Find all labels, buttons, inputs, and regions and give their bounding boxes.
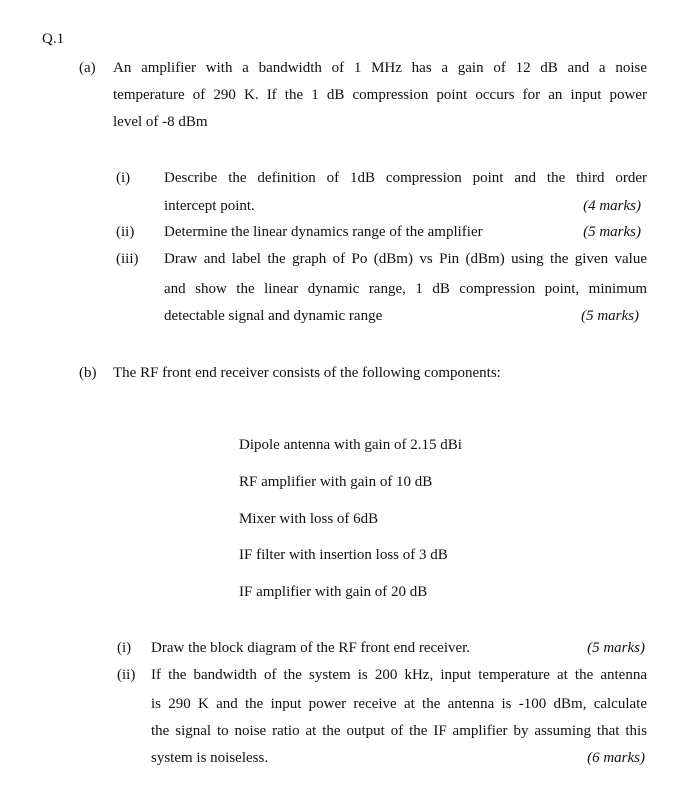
part-b-intro: The RF front end receiver consists of the following components: [113, 365, 501, 381]
part-a-item-3-line-3: detectable signal and dynamic range [164, 308, 383, 324]
part-a-label: (a) [79, 60, 96, 76]
component-item: Mixer with loss of 6dB [239, 511, 379, 527]
component-item: IF filter with insertion loss of 3 dB [239, 547, 448, 563]
part-a-item-1-line-1: Describe the definition of 1dB compression point and the third order [164, 170, 647, 186]
part-a-text-line-3: level of -8 dBm [113, 114, 208, 130]
part-a-item-2-line-1: Determine the linear dynamics range of the amplifier [164, 224, 483, 240]
part-a-item-3-marks: (5 marks) [581, 308, 639, 324]
part-b-item-1-label: (i) [117, 640, 132, 656]
part-a-item-2-label: (ii) [116, 224, 135, 240]
part-b-item-2-label: (ii) [117, 667, 136, 683]
part-a-item-1-label: (i) [116, 170, 131, 186]
part-a-item-1-line-2: intercept point. [164, 198, 255, 214]
part-b-item-1-line-1: Draw the block diagram of the RF front end receiver. [151, 640, 471, 656]
part-b-item-2-line-1: If the bandwidth of the system is 200 kHz, input temperature at the antenna [151, 667, 647, 683]
component-item: Dipole antenna with gain of 2.15 dBi [239, 437, 462, 453]
part-b-item-2-line-3: the signal to noise ratio at the output of the IF amplifier by assuming that this [151, 723, 647, 739]
part-a-text-line-2: temperature of 290 K. If the 1 dB compression point occurs for an input power [113, 87, 647, 103]
part-b-item-2-line-4: system is noiseless. [151, 750, 269, 766]
part-b-item-2-line-2: is 290 K and the input power receive at the antenna is -100 dBm, calculate [151, 696, 647, 712]
component-item: IF amplifier with gain of 20 dB [239, 584, 428, 600]
component-item: RF amplifier with gain of 10 dB [239, 474, 433, 490]
part-b-item-2-marks: (6 marks) [587, 750, 645, 766]
part-a-item-1-marks: (4 marks) [583, 198, 641, 214]
part-a-text-line-1: An amplifier with a bandwidth of 1 MHz has a gain of 12 dB and a noise [113, 60, 647, 76]
question-number: Q.1 [42, 31, 65, 47]
part-a-item-3-label: (iii) [116, 251, 139, 267]
part-b-label: (b) [79, 365, 97, 381]
part-a-item-3-line-1: Draw and label the graph of Po (dBm) vs Pin (dBm) using the given value [164, 251, 647, 267]
part-a-item-3-line-2: and show the linear dynamic range, 1 dB compression point, minimum [164, 281, 647, 297]
part-b-item-1-marks: (5 marks) [587, 640, 645, 656]
part-a-item-2-marks: (5 marks) [583, 224, 641, 240]
